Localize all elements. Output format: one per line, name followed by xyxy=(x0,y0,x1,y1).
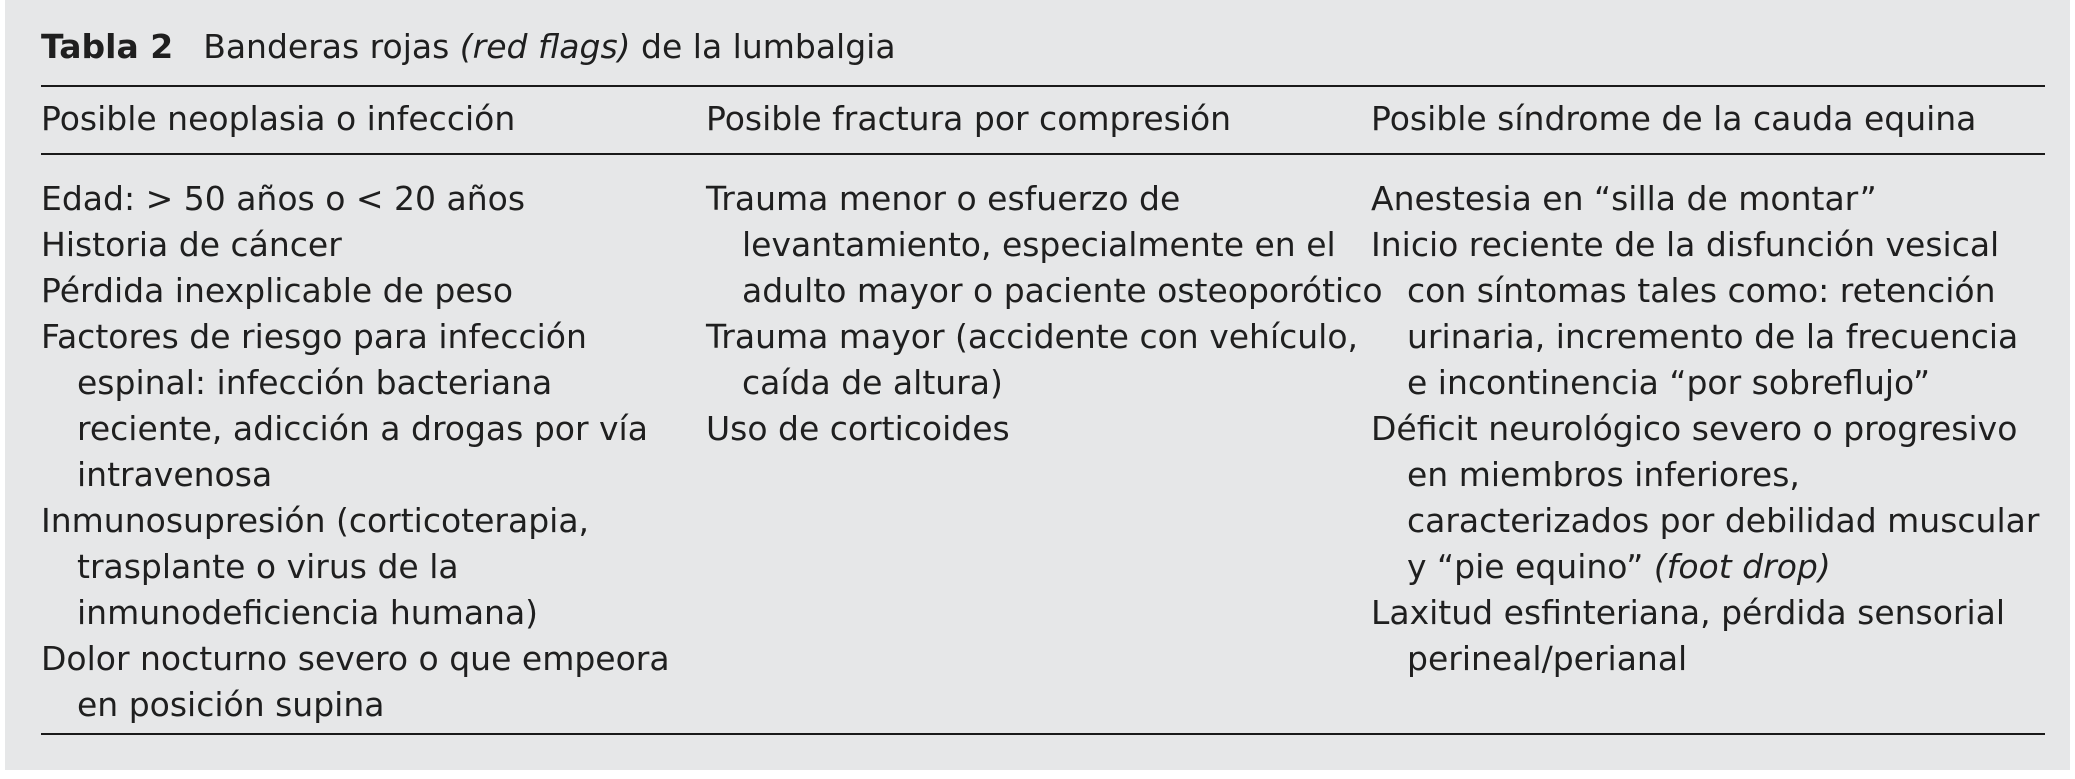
criterion-item: Laxitud esfinteriana, pérdida sensorial perineal/perianal xyxy=(1371,593,2006,678)
top-rule xyxy=(41,85,2045,87)
criterion-item: Trauma menor o esfuerzo de levantamiento, especialmente en el adulto mayor o paciente osteoporótico xyxy=(706,179,1383,310)
criterion-item: Edad: > 50 años o < 20 años xyxy=(41,179,526,218)
column-header-cauda-equina: Posible síndrome de la cauda equina xyxy=(1371,99,1977,138)
column-header-neoplasia: Posible neoplasia o infección xyxy=(41,99,516,138)
column-fractura xyxy=(706,176,1386,452)
criterion-item xyxy=(1371,406,2045,590)
criterion-text: Déficit neurológico severo o progresivo en miembros inferiores, caracterizados por debilidad muscular y “pie equino” xyxy=(1371,409,2040,586)
criteria-list-fractura xyxy=(706,176,1386,452)
criterion-item: Anestesia en “silla de montar” xyxy=(1371,179,1877,218)
criteria-list-cauda-equina xyxy=(1371,176,2045,682)
table-title-italic: (red flags) xyxy=(459,27,631,66)
criterion-item: Inmunosupresión (corticoterapia, trasplante o virus de la inmunodeficiencia humana) xyxy=(41,501,590,632)
criterion-item: Uso de corticoides xyxy=(706,409,1010,448)
header-rule xyxy=(41,153,2045,155)
bottom-rule xyxy=(41,733,2045,735)
criterion-item: Trauma mayor (accidente con vehículo, caída de altura) xyxy=(706,317,1359,402)
table-label: Tabla 2 xyxy=(41,27,174,66)
table-title-text: Banderas rojas xyxy=(203,27,460,66)
table-title-suffix: de la lumbalgia xyxy=(630,27,896,66)
criterion-item: Inicio reciente de la disfunción vesical con síntomas tales como: retención urinaria, incremento de la frecuencia e incontinencia “por sobreflujo” xyxy=(1371,225,2019,402)
criterion-item: Historia de cáncer xyxy=(41,225,342,264)
column-cauda-equina xyxy=(1371,176,2045,682)
criteria-list-neoplasia xyxy=(41,176,691,728)
criterion-item: Factores de riesgo para infección espinal: infección bacteriana reciente, adicción a drogas por vía intravenosa xyxy=(41,317,648,494)
column-header-fractura: Posible fractura por compresión xyxy=(706,99,1232,138)
column-neoplasia xyxy=(41,176,691,728)
table-caption xyxy=(41,24,896,70)
criterion-item: Dolor nocturno severo o que empeora en posición supina xyxy=(41,639,670,724)
criterion-italic-term: (foot drop) xyxy=(1653,547,1831,586)
table-panel xyxy=(5,0,2070,770)
criterion-item: Pérdida inexplicable de peso xyxy=(41,271,514,310)
